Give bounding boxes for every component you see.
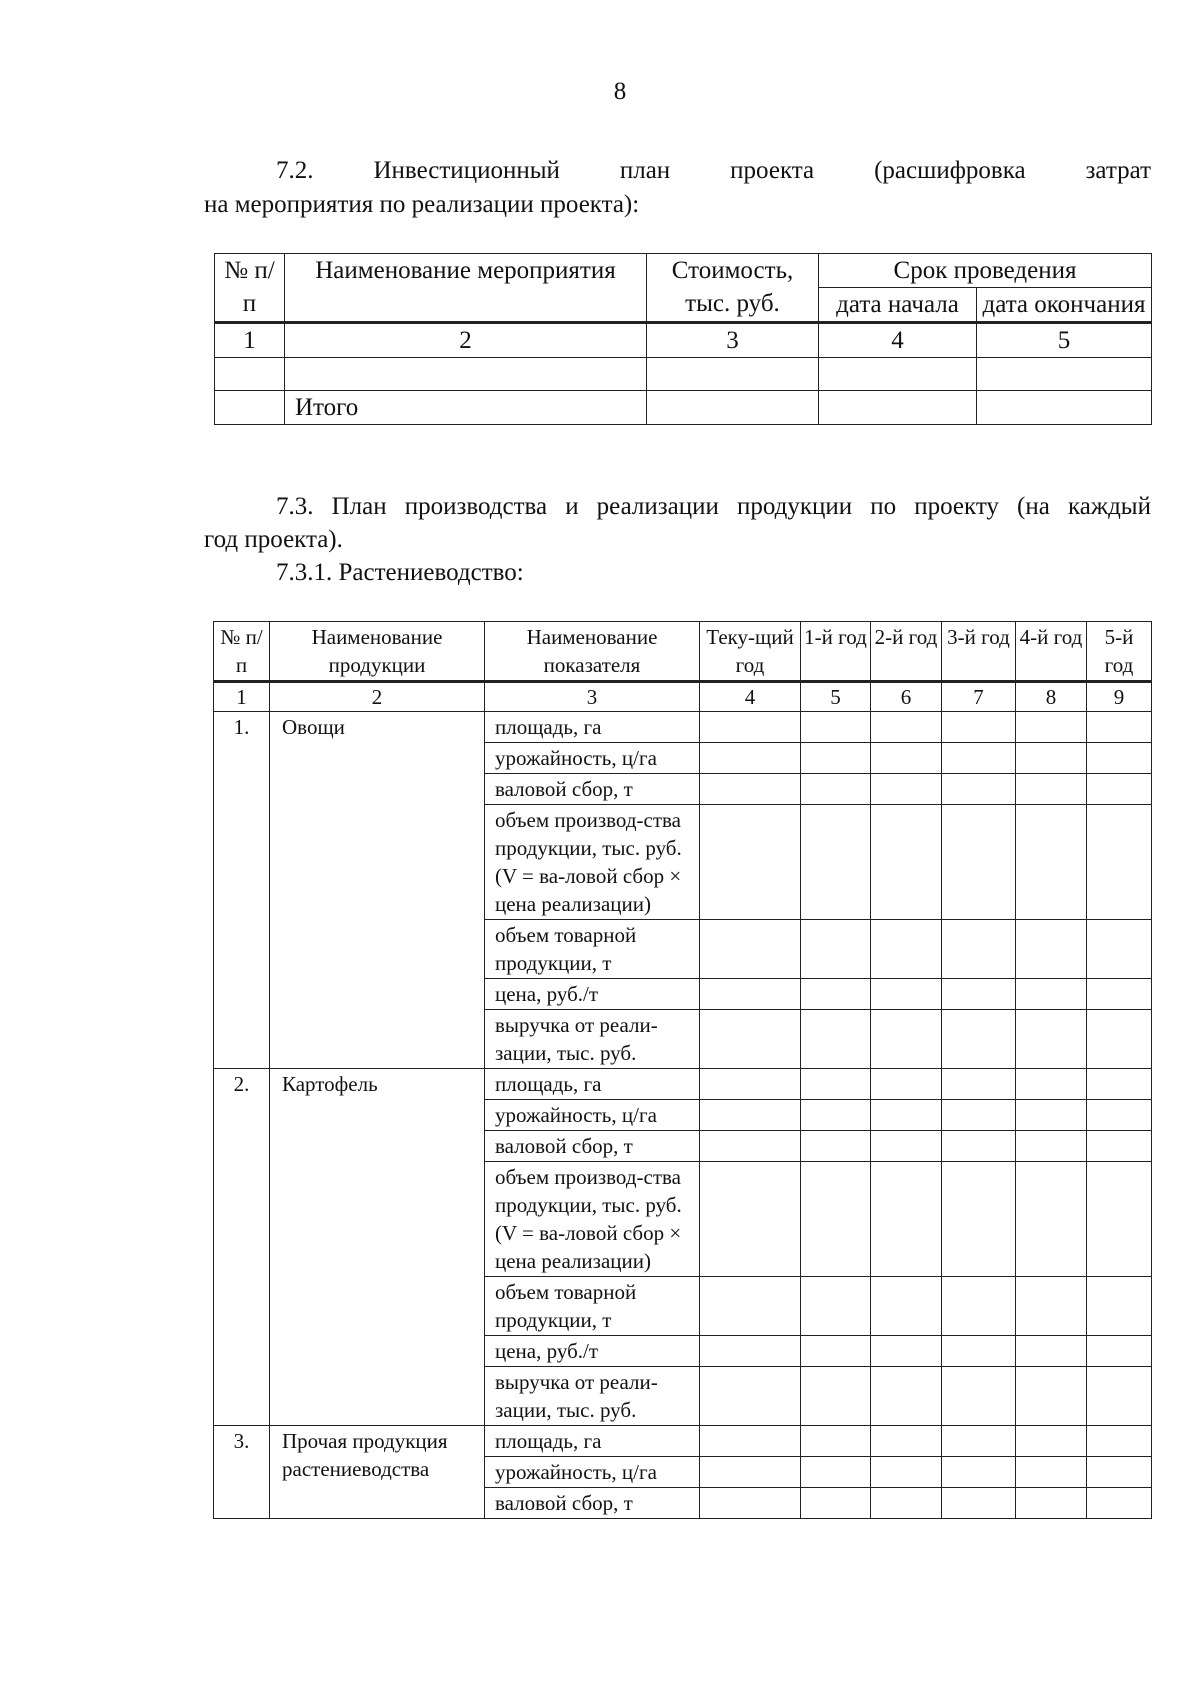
empty-cell [871, 1131, 942, 1162]
empty-cell [819, 358, 977, 391]
empty-cell [942, 920, 1016, 979]
column-number: 9 [1087, 682, 1152, 712]
empty-cell [942, 1336, 1016, 1367]
empty-cell [700, 774, 801, 805]
empty-cell [700, 712, 801, 743]
empty-cell [871, 1277, 942, 1336]
empty-cell [871, 1367, 942, 1426]
column-number: 3 [647, 323, 819, 358]
column-number: 5 [977, 323, 1152, 358]
investment-plan-table [214, 253, 1152, 425]
empty-cell [871, 1010, 942, 1069]
empty-cell [1016, 1367, 1087, 1426]
empty-cell [871, 712, 942, 743]
empty-cell [801, 1426, 871, 1457]
column-number: 4 [700, 682, 801, 712]
empty-cell [1087, 774, 1152, 805]
empty-cell [1087, 1336, 1152, 1367]
empty-cell [700, 1277, 801, 1336]
empty-cell [801, 920, 871, 979]
column-number: 5 [801, 682, 871, 712]
empty-cell [801, 1162, 871, 1277]
empty-cell [1087, 1010, 1152, 1069]
empty-cell [942, 1488, 1016, 1519]
empty-cell [1016, 1277, 1087, 1336]
empty-cell [977, 391, 1152, 425]
empty-cell [871, 979, 942, 1010]
column-header: 2-й год [871, 622, 942, 682]
indicator-name: выручка от реали-зации, тыс. руб. [485, 1367, 700, 1426]
empty-cell [1087, 1069, 1152, 1100]
column-header: 5-й год [1087, 622, 1152, 682]
column-number: 2 [270, 682, 485, 712]
empty-cell [1087, 1277, 1152, 1336]
empty-cell [801, 1069, 871, 1100]
empty-cell [700, 1131, 801, 1162]
empty-cell [700, 1162, 801, 1277]
empty-cell [1016, 743, 1087, 774]
empty-cell [942, 1100, 1016, 1131]
empty-cell [1016, 1426, 1087, 1457]
empty-cell [700, 1069, 801, 1100]
total-label: Итого [285, 391, 647, 425]
empty-cell [1087, 1100, 1152, 1131]
empty-cell [700, 979, 801, 1010]
row-number: 3. [214, 1426, 270, 1519]
empty-cell [801, 1336, 871, 1367]
empty-cell [285, 358, 647, 391]
table-row [214, 1069, 1152, 1100]
header-start-date: дата начала [819, 288, 977, 323]
empty-cell [871, 1100, 942, 1131]
empty-cell [942, 1131, 1016, 1162]
empty-cell [215, 358, 285, 391]
empty-cell [819, 391, 977, 425]
empty-cell [1016, 805, 1087, 920]
indicator-name: урожайность, ц/га [485, 1457, 700, 1488]
empty-cell [1087, 920, 1152, 979]
empty-cell [942, 1069, 1016, 1100]
empty-cell [942, 1367, 1016, 1426]
indicator-name: урожайность, ц/га [485, 1100, 700, 1131]
empty-cell [1087, 1457, 1152, 1488]
empty-cell [647, 358, 819, 391]
indicator-name: объем товарной продукции, т [485, 1277, 700, 1336]
empty-cell [801, 1488, 871, 1519]
empty-cell [801, 1367, 871, 1426]
empty-cell [1016, 1488, 1087, 1519]
header-cost: Стоимость, тыс. руб. [647, 254, 819, 323]
empty-cell [871, 1457, 942, 1488]
empty-cell [700, 1488, 801, 1519]
empty-cell [1016, 712, 1087, 743]
empty-cell [700, 920, 801, 979]
section-7-3-1-subheading: 7.3.1. Растениеводство: [276, 559, 524, 586]
empty-cell [1087, 1131, 1152, 1162]
empty-cell [1087, 1426, 1152, 1457]
column-number: 6 [871, 682, 942, 712]
empty-cell [1087, 1488, 1152, 1519]
column-header: Наименование продукции [270, 622, 485, 682]
indicator-name: объем товарной продукции, т [485, 920, 700, 979]
column-number: 1 [215, 323, 285, 358]
indicator-name: цена, руб./т [485, 1336, 700, 1367]
empty-cell [700, 1367, 801, 1426]
empty-cell [1016, 920, 1087, 979]
empty-cell [801, 805, 871, 920]
empty-cell [1016, 1069, 1087, 1100]
indicator-name: валовой сбор, т [485, 774, 700, 805]
empty-cell [1016, 979, 1087, 1010]
empty-cell [1087, 1367, 1152, 1426]
indicator-name: цена, руб./т [485, 979, 700, 1010]
empty-cell [871, 1488, 942, 1519]
column-number: 3 [485, 682, 700, 712]
table-row [214, 712, 1152, 743]
empty-cell [871, 1069, 942, 1100]
row-number: 1. [214, 712, 270, 1069]
empty-cell [700, 743, 801, 774]
empty-cell [801, 1277, 871, 1336]
page-number: 8 [613, 78, 627, 105]
column-number: 1 [214, 682, 270, 712]
empty-cell [1016, 1336, 1087, 1367]
empty-cell [801, 743, 871, 774]
empty-cell [942, 743, 1016, 774]
product-name: Картофель [270, 1069, 485, 1426]
indicator-name: площадь, га [485, 1069, 700, 1100]
empty-cell [1016, 1100, 1087, 1131]
empty-cell [801, 979, 871, 1010]
empty-cell [801, 1457, 871, 1488]
product-name: Прочая продукция растениеводства [270, 1426, 485, 1519]
column-number: 4 [819, 323, 977, 358]
section-7-2-heading-cont: на мероприятия по реализации проекта): [204, 191, 640, 218]
header-end-date: дата окончания [977, 288, 1152, 323]
indicator-name: площадь, га [485, 1426, 700, 1457]
column-number: 8 [1016, 682, 1087, 712]
empty-cell [700, 1457, 801, 1488]
empty-cell [1016, 1010, 1087, 1069]
empty-cell [700, 1010, 801, 1069]
empty-cell [871, 920, 942, 979]
column-header: Наименование показателя [485, 622, 700, 682]
empty-cell [871, 805, 942, 920]
column-header: 3-й год [942, 622, 1016, 682]
empty-cell [801, 1100, 871, 1131]
indicator-name: урожайность, ц/га [485, 743, 700, 774]
column-number: 2 [285, 323, 647, 358]
header-no: № п/п [215, 254, 285, 323]
empty-cell [1016, 774, 1087, 805]
empty-cell [647, 391, 819, 425]
indicator-name: объем производ-ства продукции, тыс. руб. (V = ва-ловой сбор × цена реализации) [485, 1162, 700, 1277]
header-period: Срок проведения [819, 254, 1152, 288]
empty-cell [871, 774, 942, 805]
empty-cell [942, 1457, 1016, 1488]
empty-cell [871, 743, 942, 774]
empty-cell [215, 391, 285, 425]
header-activity-name: Наименование мероприятия [285, 254, 647, 323]
empty-cell [700, 1100, 801, 1131]
column-header: № п/п [214, 622, 270, 682]
empty-cell [1087, 979, 1152, 1010]
empty-cell [871, 1426, 942, 1457]
empty-cell [942, 774, 1016, 805]
empty-cell [801, 1131, 871, 1162]
empty-cell [700, 805, 801, 920]
empty-cell [942, 979, 1016, 1010]
empty-cell [871, 1336, 942, 1367]
empty-cell [700, 1336, 801, 1367]
empty-cell [871, 1162, 942, 1277]
empty-cell [801, 774, 871, 805]
empty-cell [1016, 1131, 1087, 1162]
empty-cell [942, 1277, 1016, 1336]
indicator-name: выручка от реали-зации, тыс. руб. [485, 1010, 700, 1069]
empty-cell [1087, 805, 1152, 920]
section-7-2-heading: 7.2. Инвестиционный план проекта (расшифровка затрат [276, 157, 1151, 184]
column-header: 4-й год [1016, 622, 1087, 682]
empty-cell [942, 1426, 1016, 1457]
empty-cell [801, 1010, 871, 1069]
empty-cell [1087, 712, 1152, 743]
indicator-name: площадь, га [485, 712, 700, 743]
empty-cell [942, 805, 1016, 920]
section-7-3-heading: 7.3. План производства и реализации продукции по проекту (на каждый [276, 493, 1151, 520]
empty-cell [942, 1010, 1016, 1069]
empty-cell [942, 712, 1016, 743]
indicator-name: валовой сбор, т [485, 1131, 700, 1162]
empty-cell [1016, 1162, 1087, 1277]
indicator-name: объем производ-ства продукции, тыс. руб. (V = ва-ловой сбор × цена реализации) [485, 805, 700, 920]
empty-cell [1087, 743, 1152, 774]
empty-cell [801, 712, 871, 743]
empty-cell [1087, 1162, 1152, 1277]
table-row [214, 1426, 1152, 1457]
empty-cell [700, 1426, 801, 1457]
empty-cell [977, 358, 1152, 391]
column-number: 7 [942, 682, 1016, 712]
empty-cell [1016, 1457, 1087, 1488]
row-number: 2. [214, 1069, 270, 1426]
column-header: 1-й год [801, 622, 871, 682]
section-7-3-heading-cont: год проекта). [204, 526, 343, 553]
product-name: Овощи [270, 712, 485, 1069]
indicator-name: валовой сбор, т [485, 1488, 700, 1519]
crop-production-table [213, 621, 1152, 1519]
empty-cell [942, 1162, 1016, 1277]
column-header: Теку-щий год [700, 622, 801, 682]
